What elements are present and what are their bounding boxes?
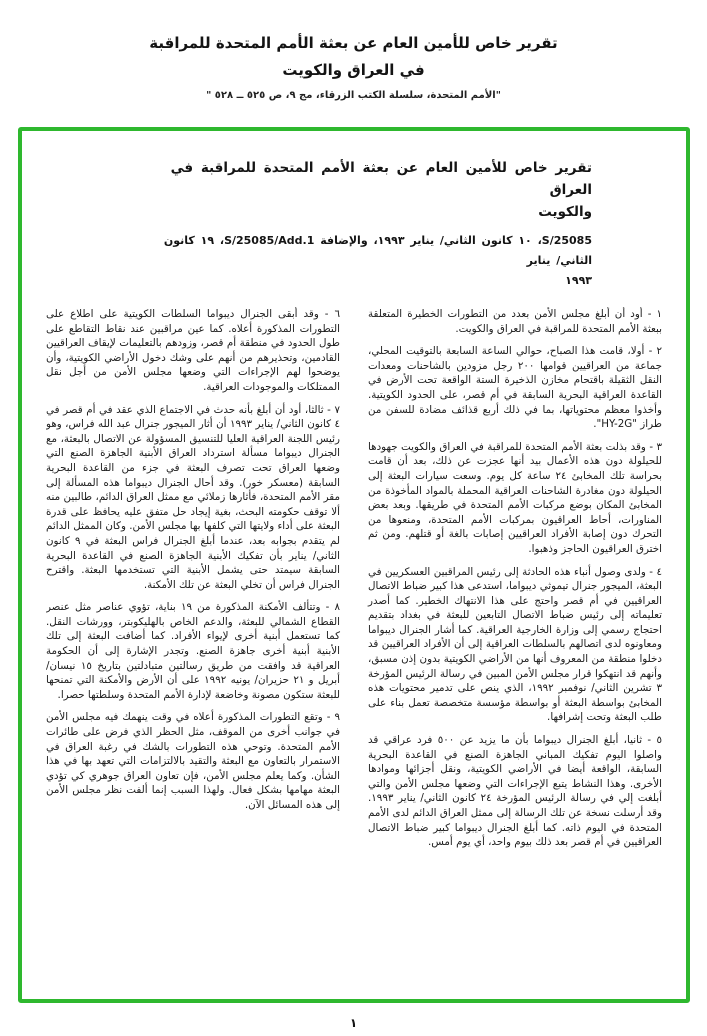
text-columns [46,307,662,1003]
paragraph-4: ٤ - ولدى وصول أنباء هذه الحادثة إلى رئيس المراقبين العسكريين في البعثة، الميجور جنرال تيموثي ديبواما، استدعى هذا كبير ضباط الاتصال العراقيين في أم قصر واحتج على هذا الانتهاك الخطير. كما أصدر تعليماته إلى رئيس ضباط الاتصال التابعين للبعثة في بغداد بتقديم احتجاج رسمي إلى وزارة الخارجية العراقية. كما أشار الجنرال ديبواما ومعاونوه لدى اتصالهم بالسلطات العراقية إلى أن الأفراد العراقيين قد دخلوا منطقة من المعروف أنها من الأراضي الكويتية بدون إذن مسبق، وأنهم قد انتهكوا قرار مجلس الأمن المبين في رسالة الرئيس المؤرخة ٣ تشرين الثاني/ نوفمبر ١٩٩٢، الذي ينص على تدمير محتويات هذه المخابئ بواسطة البعثة أو بواسطة مؤسسة متخصصة تعمل بناء على طلب البعثة وتحت إشرافها. [368,565,662,724]
report-title-line2: والكويت [538,204,592,220]
paragraph-2: ٢ - أولا، قامت هذا الصباح، حوالي الساعة السابعة بالتوقيت المحلي، جماعة من العراقيين قوامها ٢٠٠ رجل مزودين بالشاحنات ومعدات النقل الثقيلة باقتحام مخازن الذخيرة الستة الواقعة تحت الأرض في القاعدة العراقية البحرية السابقة في أم قصر، على الحدود الكويتية. وأخذوا معظم محتوياتها، بما في ذلك أربع قذائف مضادة للسفن من طراز "HY-2G". [368,345,662,431]
document-reference-line1: S/25085، ١٠ كانون الثاني/ يناير ١٩٩٣، والإضافة S/25085/Add.1، ١٩ كانون الثاني/ يناير [163,234,592,267]
document-reference-line2: ١٩٩٣ [565,274,592,287]
page-footer [0,1016,707,1030]
paragraph-6: ٦ - وقد أبقى الجنرال ديبواما السلطات الكويتية على اطلاع على التطورات المذكورة أعلاه. كما عين مراقبين عند نقاط التقاطع على طول الحدود في منطقة أم قصر، وزودهم بالتعليمات لإيقاف العراقيين القادمين، وتحذيرهم من أنهم على وشك دخول الأراضي الكويتية، وأن يوضحوا لهم الإجراءات التي وضعها مجلس الأمن من أجل نقل الممتلكات والموجودات العراقية. [46,308,340,393]
document-header [0,0,707,101]
header-title-line1: تقرير خاص للأمين العام عن بعثة الأمم المتحدة للمراقبة [149,34,558,52]
header-title-line2: في العراق والكويت [282,61,425,79]
paragraph-8: ٨ - وتتألف الأمكنة المذكورة من ١٩ بناية، تؤوي عناصر مثل عنصر القطاع الشمالي للبعثة، والدعم الخاص بالهليكوبتر، وورشات النقل. كما تستعمل أبنية أخرى لإيواء الأفراد. كما أضافت البعثة إلى تلك الأبنية أبنية أخرى جاهزة الصنع. وتجدر الإشارة إلى أن الحكومة العراقية قد وافقت من طريق رسالتين متبادلتين بتاريخ ١٥ نيسان/ أبريل و ٢١ حزيران/ يونيه ١٩٩٢ على أن الأرض والأمكنة التي تمنحها للبعثة ستكون مصونة وخاضعة لإدارة الأمم المتحدة وسلطتها حصرا. [46,601,341,701]
paragraph-1: ١ - أود أن أبلغ مجلس الأمن بعدد من التطورات الخطيرة المتعلقة ببعثة الأمم المتحدة للمراقبة في العراق والكويت. [368,308,662,335]
column-left [46,307,340,1003]
document-reference [46,231,662,291]
paragraph-9: ٩ - وتقع التطورات المذكورة أعلاه في وقت ينهمك فيه مجلس الأمن في جوانب أخرى من الموقف، مثل الحظر الذي فرض على طائرات الأمم المتحدة. وتوحي هذه التطورات بالشك في رغبة العراق في الاستمرار بالتعاون مع البعثة والتقيد بالالتزامات التي تعهد بها في هذا الشأن. وكما يعلم مجلس الأمن، فإن تعاون العراق جوهري كي تؤدي البعثة مهامها بشكل فعال. ولهذا السبب إنما ألفت نظر مجلس الأمن إلى هذه المسائل الآن. [46,711,340,811]
report-title-line1: تقرير خاص للأمين العام عن بعثة الأمم المتحدة للمراقبة في العراق [170,160,592,198]
paragraph-7: ٧ - ثالثا، أود أن أبلغ بأنه حدث في الاجتماع الذي عقد في أم قصر في ٤ كانون الثاني/ يناير ١٩٩٣ أن أثار الميجور جنرال عبد الله فراس، وهو رئيس اللجنة العراقية العليا للتنسيق المسؤولة عن الاتصال بالبعثة، مع الجنرال ديبواما مسألة استرداد العراق الأبنية الجاهزة الصنع التي وضعها العراق تحت تصرف البعثة في جزء من القاعدة البحرية السابقة (معسكر خور). وقد أحال الجنرال ديبواما هذه المسألة إلى مقر الأمم المتحدة، فأثارها زملائي مع ممثل العراق الدائم، طالبين منه ألا توقف حكومته البحث، بغية إيجاد حل متفق عليه يحافظ على قدرة البعثة على أداء ولايتها التي كلفها بها مجلس الأمن. وكان الممثل الدائم لم يتقدم بجوابه بعد، عندما أبلغ الجنرال فراس البعثة في ٩ كانون الثاني/ يناير بأن تفكيك الأبنية الجاهزة الصنع في القاعدة البحرية السابقة سيمتد حتى يشمل الأبنية التي تستخدمها البعثة. واقترح الجنرال فراس أن تخلي البعثة عن تلك الأمكنة. [46,403,340,591]
report-title [46,157,662,223]
paragraph-3: ٣ - وقد بذلت بعثة الأمم المتحدة للمراقبة في العراق والكويت جهودها للحيلولة دون هذه الأعمال بيد أنها عجزت عن ذلك، بعد أن قامت بحراسة تلك المخابئ ٢٤ ساعة كل يوم. وسعت سيارات البعثة إلى الحيلولة دون مغادرة الشاحنات العراقية المحملة بالمواد المأخوذة من المخابئ المكان بوضع مركبات الأمم المتحدة في طريقها. وبعد بعض المناورات، أحاط العراقيون بمركبات الأمم المتحدة، ومنعوها من التحرك دون إصابة الأفراد العراقيين إصابات بالغة أو قتلهم. ومن ثم اخترق العراقيون الحاجز وذهبوا. [368,440,662,555]
scanned-page-frame [18,127,690,1003]
header-source-citation: "الأمم المتحدة، سلسلة الكتب الزرقاء، مج ٩، ص ٥٢٥ ــ ٥٢٨ " [206,90,501,101]
column-right [368,307,662,1003]
paragraph-5: ٥ - ثانيا، أبلغ الجنرال ديبواما بأن ما يزيد عن ٥٠٠ فرد عراقي قد واصلوا اليوم تفكيك المباني الجاهزة الصنع في القاعدة البحرية السابقة، الواقعة أيضا في الأراضي الكويتية، ونقل أجزائها وموادها الأخرى. وهذا النشاط يتبع الإجراءات التي وضعها مجلس الأمن والتي أبلغت إلي في رسالة الرئيس المؤرخة ٢٤ كانون الثاني/ يناير ١٩٩٣. وقد أرسلت نسخة عن تلك الرسالة إلى ممثل العراق الدائم لدى الأمم المتحدة في اليوم ذاته. كما أبلغ الجنرال ديبواما كبير ضباط الاتصال العراقيين في أم قصر بعد ذلك بيوم واحد، أي يوم أمس. [368,734,662,849]
page-number: ١ [349,1016,358,1030]
